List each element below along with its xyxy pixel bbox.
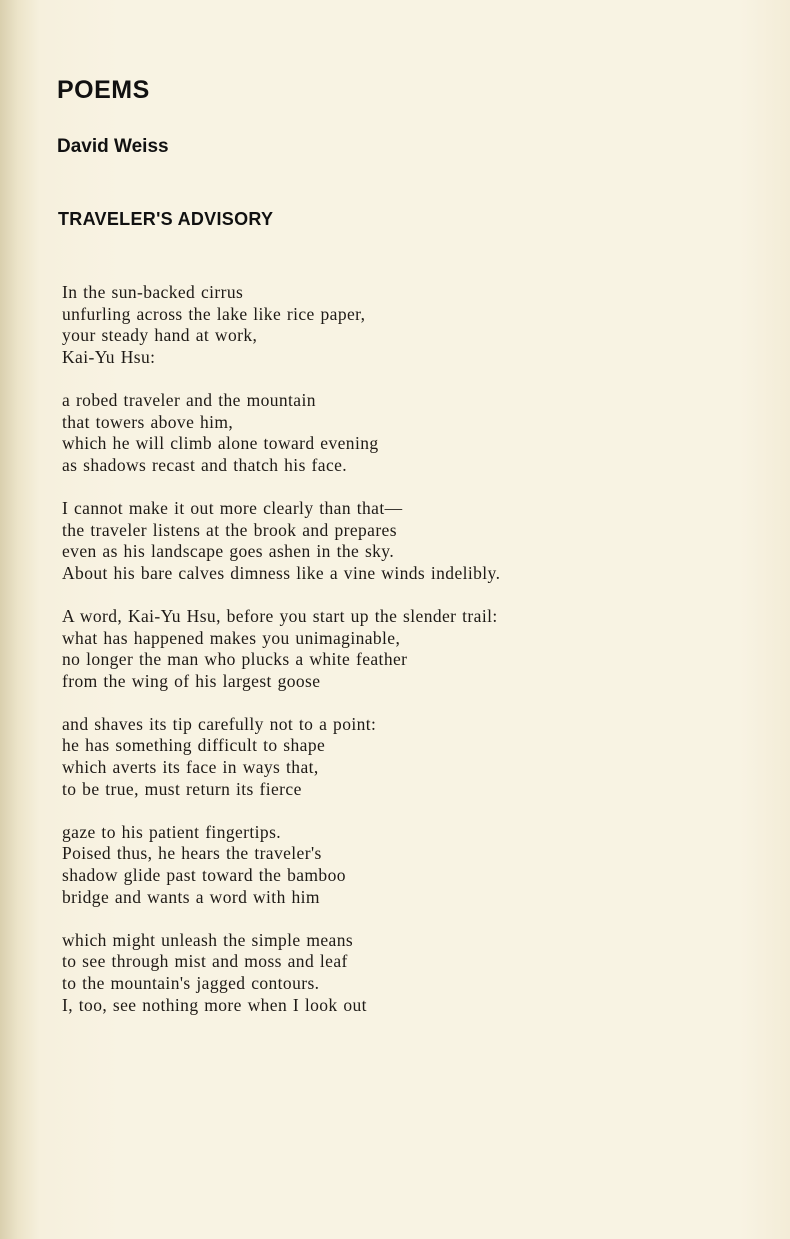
poem-line: no longer the man who plucks a white feather bbox=[62, 649, 408, 670]
stanza-2 bbox=[62, 390, 762, 476]
poem-line: the traveler listens at the brook and prepares bbox=[62, 519, 397, 540]
author-name: David Weiss bbox=[57, 136, 169, 157]
poem-line: he has something difficult to shape bbox=[62, 735, 326, 756]
poem-line: I, too, see nothing more when I look out bbox=[62, 994, 367, 1015]
poem-line: A word, Kai-Yu Hsu, before you start up the slender trail: bbox=[62, 605, 498, 626]
poem-line: bridge and wants a word with him bbox=[62, 886, 320, 907]
poem-line: your steady hand at work, bbox=[62, 325, 258, 346]
stanza-3 bbox=[62, 498, 762, 584]
poem-line: About his bare calves dimness like a vine winds indelibly. bbox=[62, 562, 501, 583]
poem-title: TRAVELER'S ADVISORY bbox=[58, 209, 274, 229]
poem-line: In the sun-backed cirrus bbox=[62, 282, 244, 302]
poem-line: which he will climb alone toward evening bbox=[62, 433, 379, 454]
stanza-5 bbox=[62, 714, 762, 800]
poem-line: which averts its face in ways that, bbox=[62, 757, 319, 778]
poem-line: even as his landscape goes ashen in the sky. bbox=[62, 541, 395, 562]
poem-line: from the wing of his largest goose bbox=[62, 670, 321, 691]
poem-line: a robed traveler and the mountain bbox=[62, 389, 316, 410]
poem-line: as shadows recast and thatch his face. bbox=[62, 454, 348, 475]
poem-line: shadow glide past toward the bamboo bbox=[62, 865, 346, 886]
poem-line: what has happened makes you unimaginable, bbox=[62, 627, 401, 648]
poem-line: to be true, must return its fierce bbox=[62, 778, 302, 799]
section-title: POEMS bbox=[57, 76, 150, 104]
poem-line: that towers above him, bbox=[62, 411, 234, 432]
stanza-1 bbox=[62, 282, 762, 368]
poem-line: and shaves its tip carefully not to a point: bbox=[62, 713, 377, 734]
poem-line: to the mountain's jagged contours. bbox=[62, 973, 320, 993]
poem-line: Poised thus, he hears the traveler's bbox=[62, 843, 322, 864]
poem-line: unfurling across the lake like rice paper, bbox=[62, 303, 366, 324]
stanza-7 bbox=[62, 930, 762, 1016]
poem-line: which might unleash the simple means bbox=[62, 929, 354, 950]
stanza-4 bbox=[62, 606, 762, 692]
poem-line: I cannot make it out more clearly than that— bbox=[62, 497, 403, 518]
stanza-6 bbox=[62, 822, 762, 908]
poem-line: Kai-Yu Hsu: bbox=[62, 346, 156, 367]
poem-line: gaze to his patient fingertips. bbox=[62, 821, 282, 842]
poem-line: to see through mist and moss and leaf bbox=[62, 951, 348, 972]
poem-body bbox=[62, 282, 762, 1038]
